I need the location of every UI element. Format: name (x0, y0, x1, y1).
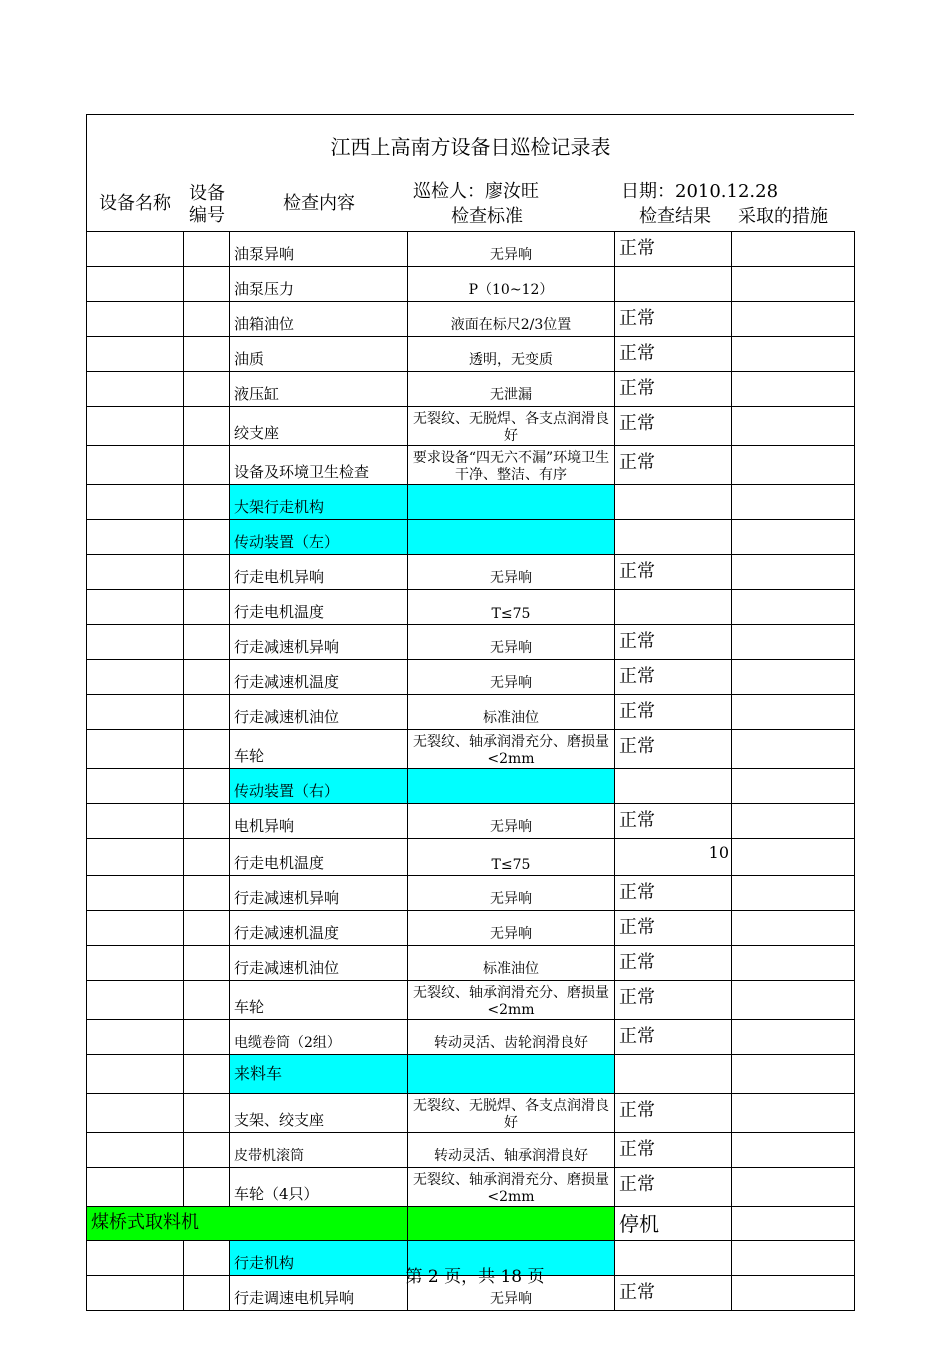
check-result[interactable] (615, 520, 732, 555)
table-row (87, 695, 855, 730)
check-item: 行走减速机温度 (230, 660, 408, 695)
check-standard: T≤75 (408, 590, 615, 625)
section-label: 传动装置（右） (230, 769, 408, 804)
check-result[interactable] (615, 1055, 732, 1094)
table-row (87, 981, 855, 1020)
section-label: 来料车 (230, 1055, 408, 1094)
measure-cell[interactable] (732, 981, 855, 1020)
check-result[interactable] (615, 769, 732, 804)
section-row (87, 1055, 855, 1094)
measure-cell[interactable] (732, 590, 855, 625)
check-standard: 无异响 (408, 625, 615, 660)
check-standard: 标准油位 (408, 946, 615, 981)
check-standard: T≤75 (408, 839, 615, 876)
check-result[interactable]: 正常 (615, 1276, 732, 1311)
section-label: 行走机构 (230, 1241, 408, 1276)
table-row (87, 1133, 855, 1168)
table-row (87, 1094, 855, 1133)
measure-cell[interactable] (732, 695, 855, 730)
table-row (87, 407, 855, 446)
sheet-header (86, 114, 854, 231)
date-label: 日期：2010.12.28 (621, 181, 779, 202)
table-row (87, 839, 855, 876)
section-label: 大架行走机构 (230, 485, 408, 520)
table-row (87, 946, 855, 981)
check-standard: 无异响 (408, 911, 615, 946)
check-item: 电机异响 (230, 804, 408, 839)
check-result[interactable]: 正常 (615, 804, 732, 839)
inspection-table (86, 231, 855, 1311)
check-item: 行走电机温度 (230, 590, 408, 625)
check-result[interactable]: 正常 (615, 981, 732, 1020)
measure-cell[interactable] (732, 302, 855, 337)
equipment-name: 煤桥式取料机 (87, 1207, 408, 1241)
check-result[interactable]: 正常 (615, 302, 732, 337)
check-item: 电缆卷筒（2组） (230, 1020, 408, 1055)
section-fill (408, 520, 615, 555)
check-item: 液压缸 (230, 372, 408, 407)
check-standard: 无裂纹、无脱焊、各支点润滑良好 (408, 1094, 615, 1133)
check-standard: 转动灵活、轴承润滑良好 (408, 1133, 615, 1168)
sheet-title: 江西上高南方设备日巡检记录表 (330, 135, 611, 159)
measure-cell[interactable] (732, 804, 855, 839)
check-standard: 要求设备“四无六不漏”环境卫生干净、整洁、有序 (408, 446, 615, 485)
check-standard: 无异响 (408, 1276, 615, 1311)
check-result[interactable]: 正常 (615, 911, 732, 946)
check-result[interactable]: 正常 (615, 625, 732, 660)
check-result[interactable] (615, 485, 732, 520)
check-result[interactable]: 正常 (615, 660, 732, 695)
check-standard: 无异响 (408, 555, 615, 590)
check-standard: 无异响 (408, 232, 615, 267)
check-item: 车轮（4只） (230, 1168, 408, 1207)
check-result[interactable]: 正常 (615, 1094, 732, 1133)
check-result[interactable]: 正常 (615, 407, 732, 446)
check-standard: 无异响 (408, 876, 615, 911)
check-standard: 无裂纹、轴承润滑充分、磨损量<2mm (408, 981, 615, 1020)
table-row (87, 267, 855, 302)
measure-cell[interactable] (732, 660, 855, 695)
measure-cell[interactable] (732, 946, 855, 981)
measure-cell[interactable] (732, 372, 855, 407)
measure-cell[interactable] (732, 407, 855, 446)
check-result[interactable]: 正常 (615, 1133, 732, 1168)
check-result[interactable]: 正常 (615, 446, 732, 485)
check-item: 行走减速机温度 (230, 911, 408, 946)
check-result[interactable]: 正常 (615, 555, 732, 590)
check-result[interactable]: 正常 (615, 1168, 732, 1207)
check-result[interactable]: 正常 (615, 232, 732, 267)
check-standard: 无异响 (408, 660, 615, 695)
measure-cell[interactable] (732, 1207, 855, 1241)
equipment-fill (408, 1207, 615, 1241)
check-item: 油泵压力 (230, 267, 408, 302)
table-row (87, 730, 855, 769)
table-row (87, 555, 855, 590)
check-standard: P（10~12） (408, 267, 615, 302)
measure-cell[interactable] (732, 267, 855, 302)
section-label: 传动装置（左） (230, 520, 408, 555)
check-item: 车轮 (230, 730, 408, 769)
check-item: 绞支座 (230, 407, 408, 446)
check-result[interactable]: 正常 (615, 876, 732, 911)
table-row (87, 232, 855, 267)
check-standard: 透明，无变质 (408, 337, 615, 372)
col-equipment-name: 设备名称 (99, 193, 171, 214)
check-item: 皮带机滚筒 (230, 1133, 408, 1168)
section-row (87, 769, 855, 804)
measure-cell[interactable] (732, 911, 855, 946)
check-standard: 液面在标尺2/3位置 (408, 302, 615, 337)
table-row (87, 1020, 855, 1055)
col-equipment-code: 设备编号 (189, 183, 225, 226)
check-item: 行走调速电机异响 (230, 1276, 408, 1311)
table-row (87, 337, 855, 372)
table-row (87, 876, 855, 911)
check-item: 支架、绞支座 (230, 1094, 408, 1133)
measure-cell[interactable] (732, 232, 855, 267)
table-row (87, 590, 855, 625)
check-result[interactable]: 正常 (615, 946, 732, 981)
check-item: 行走减速机油位 (230, 946, 408, 981)
measure-cell[interactable] (732, 1055, 855, 1094)
measure-cell[interactable] (732, 1168, 855, 1207)
measure-cell[interactable] (732, 1020, 855, 1055)
measure-cell[interactable] (732, 520, 855, 555)
table-row (87, 446, 855, 485)
check-item: 行走减速机异响 (230, 876, 408, 911)
measure-cell[interactable] (732, 730, 855, 769)
check-result[interactable] (615, 590, 732, 625)
col-inspection-standard: 检查标准 (451, 206, 523, 227)
check-item: 油泵异响 (230, 232, 408, 267)
check-result[interactable]: 正常 (615, 695, 732, 730)
check-result[interactable]: 正常 (615, 730, 732, 769)
check-item: 设备及环境卫生检查 (230, 446, 408, 485)
check-item: 行走电机温度 (230, 839, 408, 876)
measure-cell[interactable] (732, 839, 855, 876)
inspector-label: 巡检人：廖汝旺 (413, 181, 539, 202)
table-row (87, 660, 855, 695)
check-item: 车轮 (230, 981, 408, 1020)
check-standard: 无裂纹、无脱焊、各支点润滑良好 (408, 407, 615, 446)
measure-cell[interactable] (732, 1094, 855, 1133)
check-item: 油质 (230, 337, 408, 372)
measure-cell[interactable] (732, 446, 855, 485)
equipment-status[interactable]: 停机 (615, 1207, 732, 1241)
check-item: 行走减速机异响 (230, 625, 408, 660)
check-result[interactable]: 正常 (615, 372, 732, 407)
measure-cell[interactable] (732, 769, 855, 804)
table-row (87, 302, 855, 337)
check-standard: 无裂纹、轴承润滑充分、磨损量<2mm (408, 1168, 615, 1207)
col-inspection-result: 检查结果 (639, 206, 711, 227)
check-result[interactable]: 正常 (615, 337, 732, 372)
inspection-sheet (86, 114, 854, 1311)
table-row (87, 911, 855, 946)
measure-cell[interactable] (732, 485, 855, 520)
check-result[interactable] (615, 267, 732, 302)
check-standard: 无异响 (408, 804, 615, 839)
section-fill (408, 1055, 615, 1094)
col-inspection-content: 检查内容 (283, 193, 355, 214)
check-standard: 标准油位 (408, 695, 615, 730)
table-row (87, 804, 855, 839)
measure-cell[interactable] (732, 555, 855, 590)
check-standard: 无裂纹、轴承润滑充分、磨损量<2mm (408, 730, 615, 769)
check-item: 油箱油位 (230, 302, 408, 337)
table-row (87, 1168, 855, 1207)
measure-cell[interactable] (732, 876, 855, 911)
page-number: 第 2 页，共 18 页 (405, 1267, 545, 1287)
table-row (87, 625, 855, 660)
check-result[interactable]: 10 (615, 839, 732, 876)
measure-cell[interactable] (732, 625, 855, 660)
measure-cell[interactable] (732, 337, 855, 372)
check-result[interactable]: 正常 (615, 1020, 732, 1055)
check-standard: 转动灵活、齿轮润滑良好 (408, 1020, 615, 1055)
section-row (87, 485, 855, 520)
table-row (87, 372, 855, 407)
col-measures-taken: 采取的措施 (738, 206, 828, 227)
section-fill (408, 485, 615, 520)
check-item: 行走减速机油位 (230, 695, 408, 730)
measure-cell[interactable] (732, 1133, 855, 1168)
check-item: 行走电机异响 (230, 555, 408, 590)
section-fill (408, 769, 615, 804)
equipment-row (87, 1207, 855, 1241)
section-row (87, 520, 855, 555)
check-standard: 无泄漏 (408, 372, 615, 407)
